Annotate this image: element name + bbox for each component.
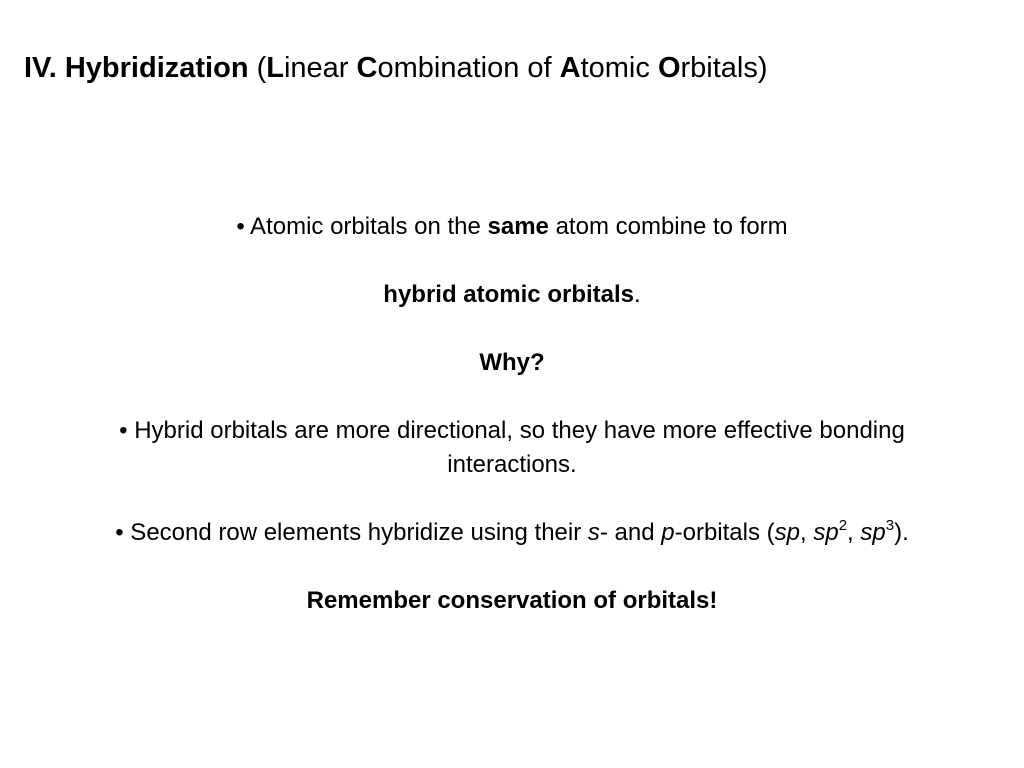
bullet-directional-line2: interactions. [447, 451, 577, 478]
bullet3-end: ). [894, 519, 909, 546]
bullet3-sp3: sp [860, 519, 886, 546]
spacer [0, 244, 1024, 278]
bullet3-sup3: 3 [885, 517, 895, 534]
bullet3-and: - and [599, 519, 662, 546]
title-l-rest: inear [283, 52, 357, 84]
bullet3-comma1: , [800, 519, 814, 546]
hybrid-post: . [634, 281, 641, 308]
bullet3-sp2: sp [813, 519, 839, 546]
bullet3-sup2: 2 [838, 517, 848, 534]
title-open-paren: ( [248, 52, 267, 84]
slide-title [24, 48, 768, 88]
title-o-rest: rbitals) [680, 52, 768, 84]
title-l-cap: L [266, 52, 284, 84]
spacer [0, 482, 1024, 516]
spacer [0, 312, 1024, 346]
bullet3-sp: sp [774, 519, 800, 546]
bullet-second-row [0, 516, 1024, 550]
bullet3-orbitals: -orbitals ( [674, 519, 775, 546]
slide-body [0, 210, 1024, 618]
remember-line [0, 584, 1024, 618]
hybrid-atomic-orbitals-line [0, 278, 1024, 312]
bullet3-pre: • Second row elements hybridize using their [115, 519, 588, 546]
why-heading [0, 346, 1024, 380]
title-o-cap: O [657, 52, 681, 84]
bullet3-s: s [587, 519, 600, 546]
bullet-atomic-orbitals [0, 210, 1024, 244]
title-main: Hybridization [64, 52, 249, 84]
bullet1-post: atom combine to form [548, 213, 788, 240]
bullet1-bold: same [487, 213, 549, 240]
title-c-cap: C [356, 52, 378, 84]
title-numeral: IV. [24, 52, 65, 84]
bullet1-pre: • Atomic orbitals on the [236, 213, 488, 240]
title-a-cap: A [559, 52, 581, 84]
spacer [0, 380, 1024, 414]
title-c-rest: ombination of [377, 52, 560, 84]
why-text: Why? [479, 349, 545, 376]
bullet-directional-line1: • Hybrid orbitals are more directional, so they have more effective bonding [119, 417, 905, 444]
spacer [0, 550, 1024, 584]
remember-text: Remember conservation of orbitals! [306, 587, 718, 614]
bullet3-p: p [661, 519, 675, 546]
bullet3-comma2: , [847, 519, 861, 546]
title-a-rest: tomic [580, 52, 658, 84]
hybrid-bold: hybrid atomic orbitals [383, 281, 635, 308]
